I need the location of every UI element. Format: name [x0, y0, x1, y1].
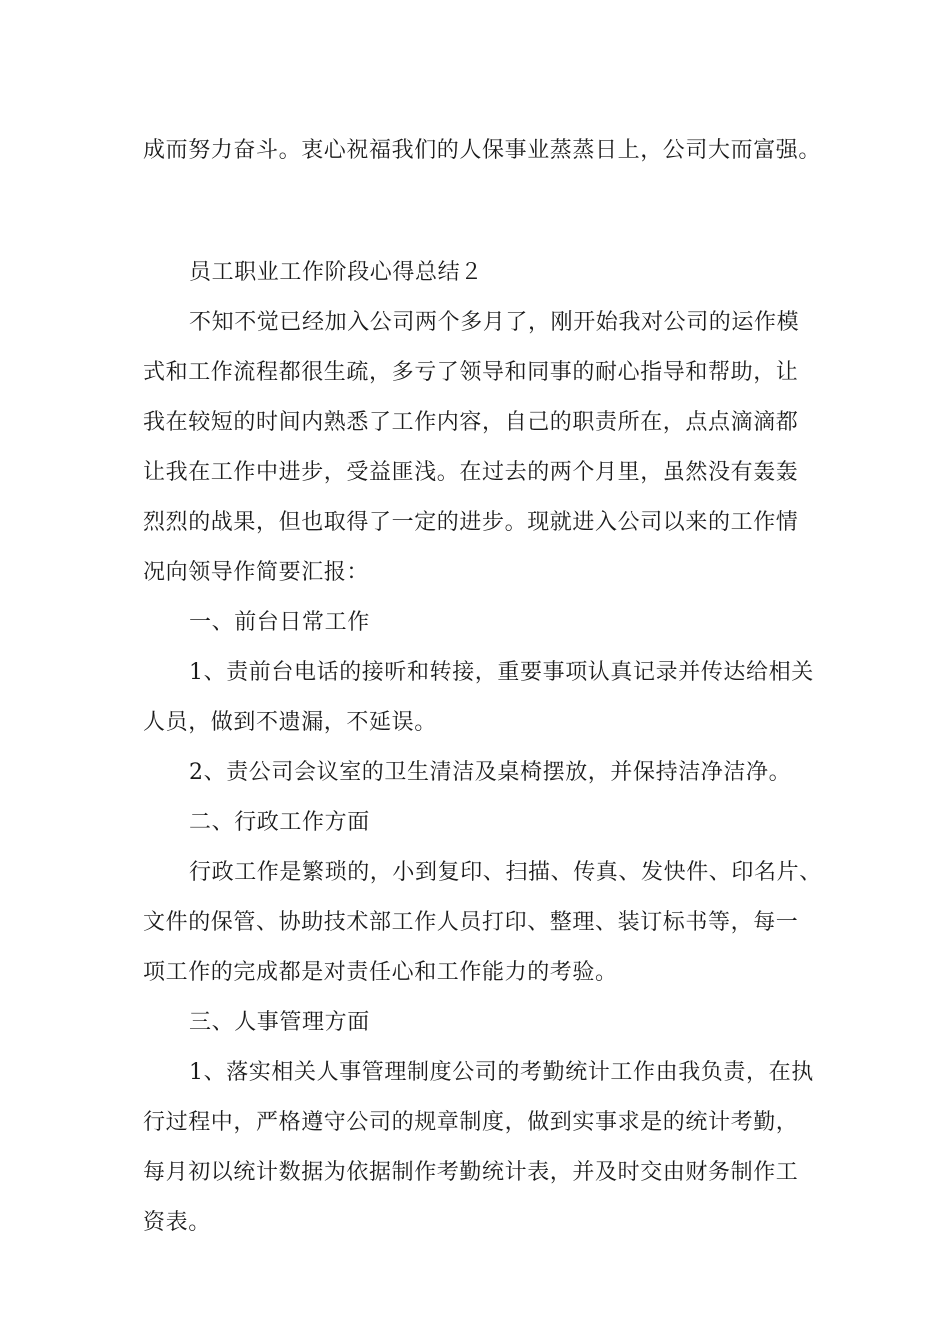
paragraph-line: 人员，做到不遗漏，不延误。 — [143, 710, 437, 735]
paragraph-line: 项工作的完成都是对责任心和工作能力的考验。 — [143, 960, 618, 985]
paragraph-line: 文件的保管、协助技术部工作人员打印、整理、装订标书等，每一 — [143, 910, 799, 935]
section-gap — [143, 176, 823, 248]
paragraph-line: 让我在工作中进步，受益匪浅。在过去的两个月里，虽然没有轰轰 — [143, 460, 799, 485]
paragraph-line: 式和工作流程都很生疏，多亏了领导和同事的耐心指导和帮助，让 — [143, 360, 799, 385]
paragraph-line: 不知不觉已经加入公司两个多月了，刚开始我对公司的运作模 — [189, 310, 800, 335]
heading-front-desk: 一、前台日常工作 — [189, 610, 370, 635]
paragraph-line: 我在较短的时间内熟悉了工作内容，自己的职责所在，点点滴滴都 — [143, 410, 799, 435]
item-attendance — [143, 1048, 823, 1248]
document-body — [143, 126, 823, 1248]
item-phone-handling — [143, 648, 823, 748]
paragraph-administration — [143, 848, 823, 998]
paragraph-line: 行政工作是繁琐的，小到复印、扫描、传真、发快件、印名片、 — [189, 860, 822, 885]
section-title: 员工职业工作阶段心得总结２ — [189, 260, 483, 285]
paragraph-line: 1、责前台电话的接听和转接，重要事项认真记录并传达给相关 — [189, 660, 814, 685]
opening-line: 成而努力奋斗。衷心祝福我们的人保事业蒸蒸日上，公司大而富强。 — [143, 138, 822, 163]
paragraph-line: 况向领导作简要汇报： — [143, 560, 370, 585]
heading-personnel: 三、人事管理方面 — [189, 1010, 370, 1035]
paragraph-line: 每月初以统计数据为依据制作考勤统计表，并及时交由财务制作工 — [143, 1160, 799, 1185]
paragraph-line: 行过程中，严格遵守公司的规章制度，做到实事求是的统计考勤， — [143, 1110, 799, 1135]
paragraph-line: 1、落实相关人事管理制度公司的考勤统计工作由我负责，在执 — [189, 1060, 814, 1085]
paragraph-intro — [143, 298, 823, 598]
heading-administration: 二、行政工作方面 — [189, 810, 370, 835]
paragraph-line: 资表。 — [143, 1210, 211, 1235]
item-meeting-room: 2、责公司会议室的卫生清洁及桌椅摆放，并保持洁净洁净。 — [189, 760, 792, 785]
paragraph-line: 烈烈的战果，但也取得了一定的进步。现就进入公司以来的工作情 — [143, 510, 799, 535]
